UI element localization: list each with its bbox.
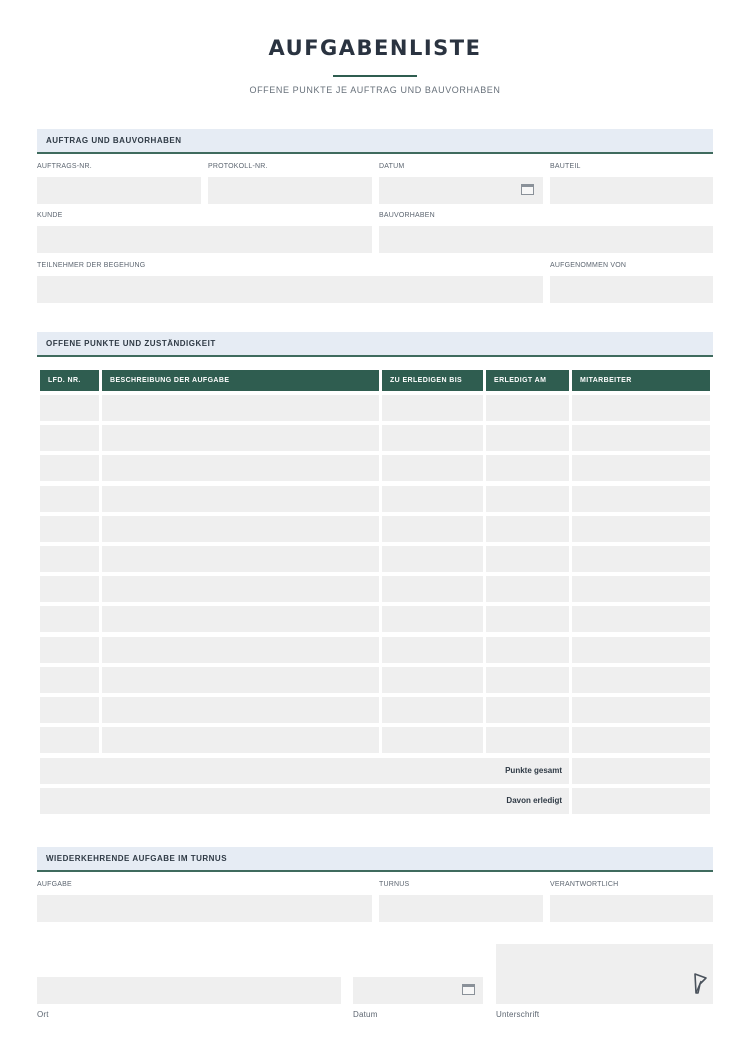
cell-zu-erledigen-bis[interactable] <box>382 516 483 542</box>
cell-zu-erledigen-bis[interactable] <box>382 637 483 663</box>
cell-erledigt-am[interactable] <box>486 667 569 693</box>
protokoll-nr-label: PROTOKOLL-NR. <box>208 163 268 170</box>
column-header-lfd-nr: LFD. NR. <box>40 370 99 391</box>
datum-field[interactable] <box>379 177 543 204</box>
signature-field[interactable] <box>496 944 713 1004</box>
cell-beschreibung[interactable] <box>102 455 379 481</box>
calendar-icon[interactable] <box>462 984 475 995</box>
cell-zu-erledigen-bis[interactable] <box>382 395 483 421</box>
cell-mitarbeiter[interactable] <box>572 576 710 602</box>
cell-lfd-nr[interactable] <box>40 486 99 512</box>
section-header-wiederkehrend: WIEDERKEHRENDE AUFGABE IM TURNUS <box>37 847 713 872</box>
turnus-field[interactable] <box>379 895 543 922</box>
cell-mitarbeiter[interactable] <box>572 637 710 663</box>
verantwortlich-field[interactable] <box>550 895 713 922</box>
cell-erledigt-am[interactable] <box>486 516 569 542</box>
cell-zu-erledigen-bis[interactable] <box>382 455 483 481</box>
cell-lfd-nr[interactable] <box>40 576 99 602</box>
cell-mitarbeiter[interactable] <box>572 455 710 481</box>
cell-beschreibung[interactable] <box>102 546 379 572</box>
cell-mitarbeiter[interactable] <box>572 606 710 632</box>
cell-beschreibung[interactable] <box>102 486 379 512</box>
column-header-beschreibung: BESCHREIBUNG DER AUFGABE <box>102 370 379 391</box>
pen-nib-icon <box>692 972 708 996</box>
cell-mitarbeiter[interactable] <box>572 667 710 693</box>
cell-erledigt-am[interactable] <box>486 546 569 572</box>
turnus-label: TURNUS <box>379 881 410 888</box>
page-subtitle: OFFENE PUNKTE JE AUFTRAG UND BAUVORHABEN <box>249 85 501 95</box>
column-header-zu-erledigen-bis: ZU ERLEDIGEN BIS <box>382 370 483 391</box>
teilnehmer-label: TEILNEHMER DER BEGEHUNG <box>37 262 146 269</box>
cell-beschreibung[interactable] <box>102 425 379 451</box>
bauteil-field[interactable] <box>550 177 713 204</box>
kunde-label: KUNDE <box>37 212 63 219</box>
cell-zu-erledigen-bis[interactable] <box>382 546 483 572</box>
cell-zu-erledigen-bis[interactable] <box>382 576 483 602</box>
section-header-auftrag: AUFTRAG UND BAUVORHABEN <box>37 129 713 154</box>
cell-lfd-nr[interactable] <box>40 425 99 451</box>
cell-zu-erledigen-bis[interactable] <box>382 425 483 451</box>
done-label: Davon erledigt <box>506 796 562 805</box>
cell-beschreibung[interactable] <box>102 637 379 663</box>
total-value-field[interactable] <box>572 758 710 784</box>
ort-field[interactable] <box>37 977 341 1004</box>
bauteil-label: BAUTEIL <box>550 163 581 170</box>
bauvorhaben-label: BAUVORHABEN <box>379 212 435 219</box>
done-value-field[interactable] <box>572 788 710 814</box>
cell-erledigt-am[interactable] <box>486 395 569 421</box>
column-header-erledigt-am: ERLEDIGT AM <box>486 370 569 391</box>
cell-erledigt-am[interactable] <box>486 606 569 632</box>
cell-lfd-nr[interactable] <box>40 516 99 542</box>
cell-erledigt-am[interactable] <box>486 727 569 753</box>
cell-lfd-nr[interactable] <box>40 606 99 632</box>
section-header-offene-punkte: OFFENE PUNKTE UND ZUSTÄNDIGKEIT <box>37 332 713 357</box>
unterschrift-label: Unterschrift <box>496 1010 540 1019</box>
cell-erledigt-am[interactable] <box>486 455 569 481</box>
verantwortlich-label: VERANTWORTLICH <box>550 881 619 888</box>
cell-beschreibung[interactable] <box>102 516 379 542</box>
cell-beschreibung[interactable] <box>102 697 379 723</box>
bauvorhaben-field[interactable] <box>379 226 713 253</box>
cell-lfd-nr[interactable] <box>40 697 99 723</box>
cell-beschreibung[interactable] <box>102 667 379 693</box>
cell-mitarbeiter[interactable] <box>572 546 710 572</box>
aufgenommen-von-label: AUFGENOMMEN VON <box>550 262 627 269</box>
cell-lfd-nr[interactable] <box>40 667 99 693</box>
cell-erledigt-am[interactable] <box>486 576 569 602</box>
cell-zu-erledigen-bis[interactable] <box>382 697 483 723</box>
cell-erledigt-am[interactable] <box>486 637 569 663</box>
cell-beschreibung[interactable] <box>102 727 379 753</box>
calendar-icon[interactable] <box>521 184 534 195</box>
total-label: Punkte gesamt <box>505 766 562 775</box>
protokoll-nr-field[interactable] <box>208 177 372 204</box>
cell-mitarbeiter[interactable] <box>572 425 710 451</box>
aufgabe-field[interactable] <box>37 895 372 922</box>
cell-lfd-nr[interactable] <box>40 455 99 481</box>
cell-beschreibung[interactable] <box>102 395 379 421</box>
cell-zu-erledigen-bis[interactable] <box>382 486 483 512</box>
cell-zu-erledigen-bis[interactable] <box>382 667 483 693</box>
cell-zu-erledigen-bis[interactable] <box>382 606 483 632</box>
aufgenommen-von-field[interactable] <box>550 276 713 303</box>
cell-beschreibung[interactable] <box>102 576 379 602</box>
cell-lfd-nr[interactable] <box>40 546 99 572</box>
cell-lfd-nr[interactable] <box>40 727 99 753</box>
cell-mitarbeiter[interactable] <box>572 486 710 512</box>
cell-mitarbeiter[interactable] <box>572 697 710 723</box>
cell-lfd-nr[interactable] <box>40 395 99 421</box>
teilnehmer-field[interactable] <box>37 276 543 303</box>
cell-beschreibung[interactable] <box>102 606 379 632</box>
cell-erledigt-am[interactable] <box>486 486 569 512</box>
auftrags-nr-label: AUFTRAGS-NR. <box>37 163 92 170</box>
signature-datum-label: Datum <box>353 1010 378 1019</box>
cell-erledigt-am[interactable] <box>486 697 569 723</box>
page-title: AUFGABENLISTE <box>268 36 482 60</box>
kunde-field[interactable] <box>37 226 372 253</box>
cell-lfd-nr[interactable] <box>40 637 99 663</box>
column-header-mitarbeiter: MITARBEITER <box>572 370 710 391</box>
auftrags-nr-field[interactable] <box>37 177 201 204</box>
aufgabe-label: AUFGABE <box>37 881 72 888</box>
cell-zu-erledigen-bis[interactable] <box>382 727 483 753</box>
datum-label: DATUM <box>379 163 405 170</box>
cell-erledigt-am[interactable] <box>486 425 569 451</box>
ort-label: Ort <box>37 1010 49 1019</box>
cell-mitarbeiter[interactable] <box>572 395 710 421</box>
cell-mitarbeiter[interactable] <box>572 516 710 542</box>
title-divider <box>333 75 417 77</box>
cell-mitarbeiter[interactable] <box>572 727 710 753</box>
